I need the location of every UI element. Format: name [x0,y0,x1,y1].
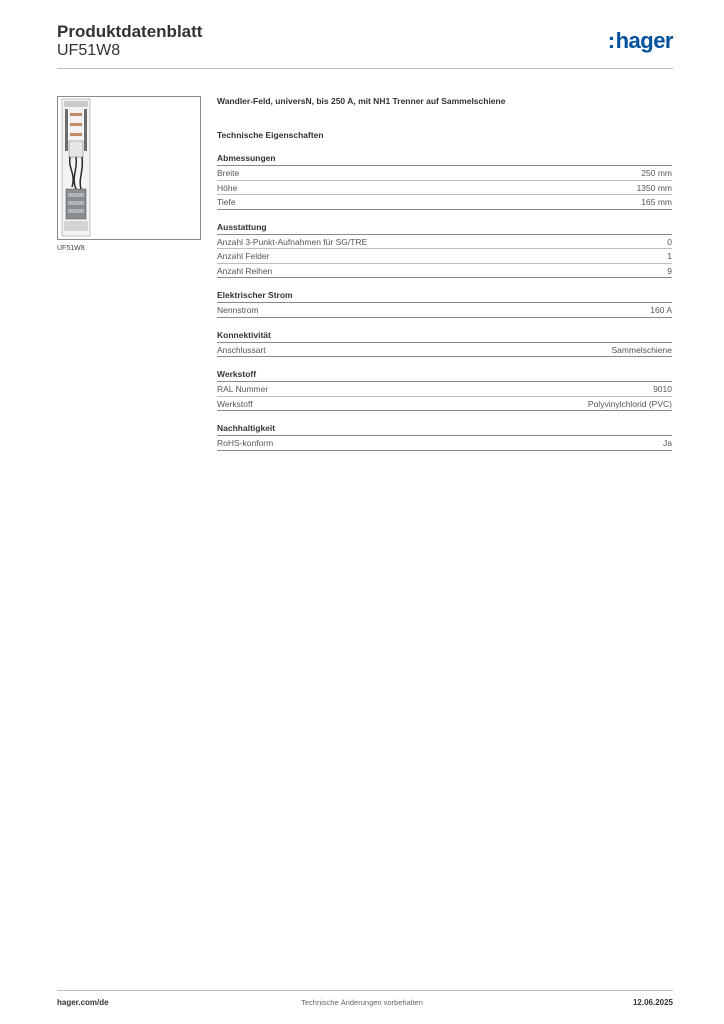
tech-heading: Technische Eigenschaften [217,130,324,140]
spec-label: RAL Nummer [217,384,269,394]
footer-date: 12.06.2025 [632,998,673,1007]
spec-label: Werkstoff [217,398,253,409]
spec-label: Höhe [217,182,238,193]
spec-value: Polyvinylchlorid (PVC) [587,398,672,409]
spec-row [217,181,672,196]
spec-row [217,249,672,264]
section-werkstoff [217,369,672,411]
section-konnektivitaet [217,330,672,358]
spec-label: Anzahl 3-Punkt-Aufnahmen für SG/TRE [217,236,368,247]
page-title: Produktdatenblatt [57,22,203,41]
page-header [57,22,673,68]
footer-notice: Technische Änderungen vorbehalten [301,998,423,1007]
section-title: Ausstattung [217,222,672,235]
spec-label: Anzahl Felder [217,251,270,261]
section-nachhaltigkeit [217,423,672,451]
product-image-graphic [58,97,200,239]
spec-label: RoHS-konform [217,438,274,448]
spec-content [217,96,672,463]
spec-value: 1 [667,251,672,261]
section-title: Abmessungen [217,153,672,166]
image-caption: UF51W8 [57,245,85,252]
spec-value: 165 mm [641,197,672,207]
spec-value: 1350 mm [636,182,672,193]
spec-row [217,264,672,279]
section-title: Werkstoff [217,369,672,382]
spec-row [217,303,672,318]
spec-label: Anschlussart [217,344,266,355]
spec-row [217,436,672,451]
logo-prefix: : [607,28,615,53]
spec-label: Tiefe [217,197,236,207]
section-elektrischer-strom [217,290,672,318]
spec-value: Ja [663,438,672,448]
spec-value: Sammelschiene [611,344,672,355]
spec-value: 9010 [653,384,672,394]
product-image [57,96,201,240]
hager-logo [608,28,673,54]
spec-row [217,195,672,210]
spec-row [217,235,672,250]
logo-text: hager [615,28,673,53]
footer-website-link[interactable]: hager.com/de [57,998,109,1007]
spec-label: Breite [217,168,240,178]
spec-value: 250 mm [641,168,672,178]
product-description: Wandler-Feld, universN, bis 250 A, mit NH1 Trenner auf Sammelschiene [217,96,506,106]
header-divider [57,68,673,69]
section-abmessungen [217,153,672,210]
spec-value: 0 [667,236,672,247]
spec-row [217,343,672,358]
spec-label: Anzahl Reihen [217,265,273,276]
spec-value: 160 A [650,305,672,315]
product-code: UF51W8 [57,42,121,59]
spec-value: 9 [667,265,672,276]
section-title: Konnektivität [217,330,672,343]
spec-row [217,382,672,397]
section-title: Elektrischer Strom [217,290,672,303]
spec-row [217,397,672,412]
section-ausstattung [217,222,672,279]
spec-label: Nennstrom [217,305,259,315]
footer-divider [57,990,673,991]
spec-row [217,166,672,181]
section-title: Nachhaltigkeit [217,423,672,436]
